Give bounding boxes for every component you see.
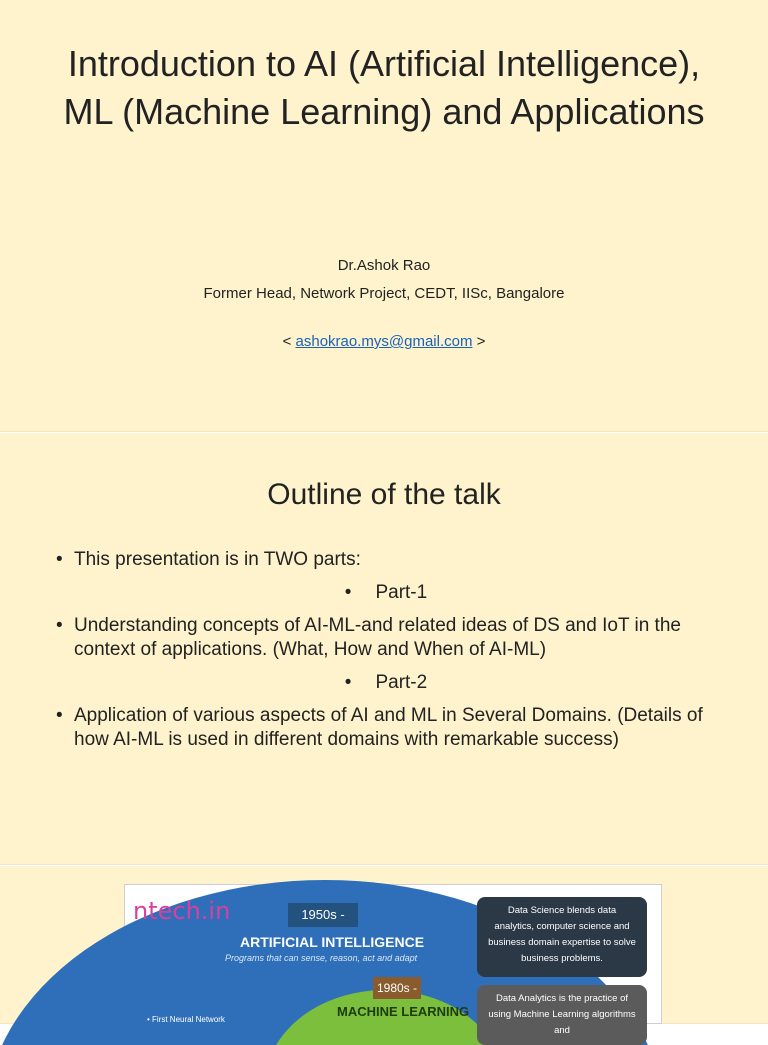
bullet-icon: •: [344, 582, 352, 603]
data-science-card: Data Science blends data analytics, computer science and business domain expertise to solve business problems.: [477, 897, 647, 977]
author-block: [0, 252, 768, 308]
ml-year-label: 1980s -: [373, 977, 421, 999]
outline-item-text: This presentation is in TWO parts:: [74, 549, 361, 570]
outline-item-text: Part-1: [375, 582, 428, 603]
ai-ml-diagram-image: [124, 884, 662, 1036]
outline-item: [56, 548, 716, 572]
author-name: Dr.Ashok Rao: [337, 257, 431, 274]
outline-item: [56, 581, 716, 605]
ai-title: ARTIFICIAL INTELLIGENCE: [240, 934, 425, 950]
outline-item-text: Application of various aspects of AI and ML in Several Domains. (Details of how AI-ML is used in different domains with remarkable success): [74, 705, 703, 750]
title-line-1: Introduction to AI (Artificial Intelligence),: [67, 43, 701, 84]
presentation-title: [0, 40, 768, 136]
outline-item: [56, 704, 716, 752]
outline-title: Outline of the talk: [267, 478, 501, 511]
bullet-icon: •: [56, 615, 63, 636]
email-suffix: >: [472, 333, 486, 350]
brand-watermark: ntech.in: [133, 897, 231, 925]
bullet-icon: •: [56, 549, 63, 570]
ai-subtitle: Programs that can sense, reason, act and adapt: [225, 953, 418, 963]
bullet-icon: •: [344, 672, 352, 693]
outline-item-text: Understanding concepts of AI-ML-and related ideas of DS and IoT in the context of applications. (What, How and When of AI-ML): [74, 615, 681, 660]
data-analytics-card: Data Analytics is the practice of using Machine Learning algorithms and: [477, 985, 647, 1045]
email-line: [0, 333, 768, 350]
title-slide: [0, 0, 768, 432]
ml-title: MACHINE LEARNING: [337, 1004, 470, 1019]
neural-network-note: • First Neural Network: [147, 1015, 225, 1024]
outline-item: [56, 671, 716, 695]
email-prefix: <: [282, 333, 296, 350]
email-link[interactable]: ashokrao.mys@gmail.com: [295, 333, 473, 350]
bullet-icon: •: [56, 705, 63, 726]
outline-item: [56, 614, 716, 662]
outline-item-text: Part-2: [375, 672, 428, 693]
outline-list: [56, 548, 716, 761]
title-line-2: ML (Machine Learning) and Applications: [63, 91, 705, 132]
ai-year-label: 1950s -: [288, 903, 358, 927]
author-affiliation: Former Head, Network Project, CEDT, IISc, Bangalore: [203, 285, 565, 302]
